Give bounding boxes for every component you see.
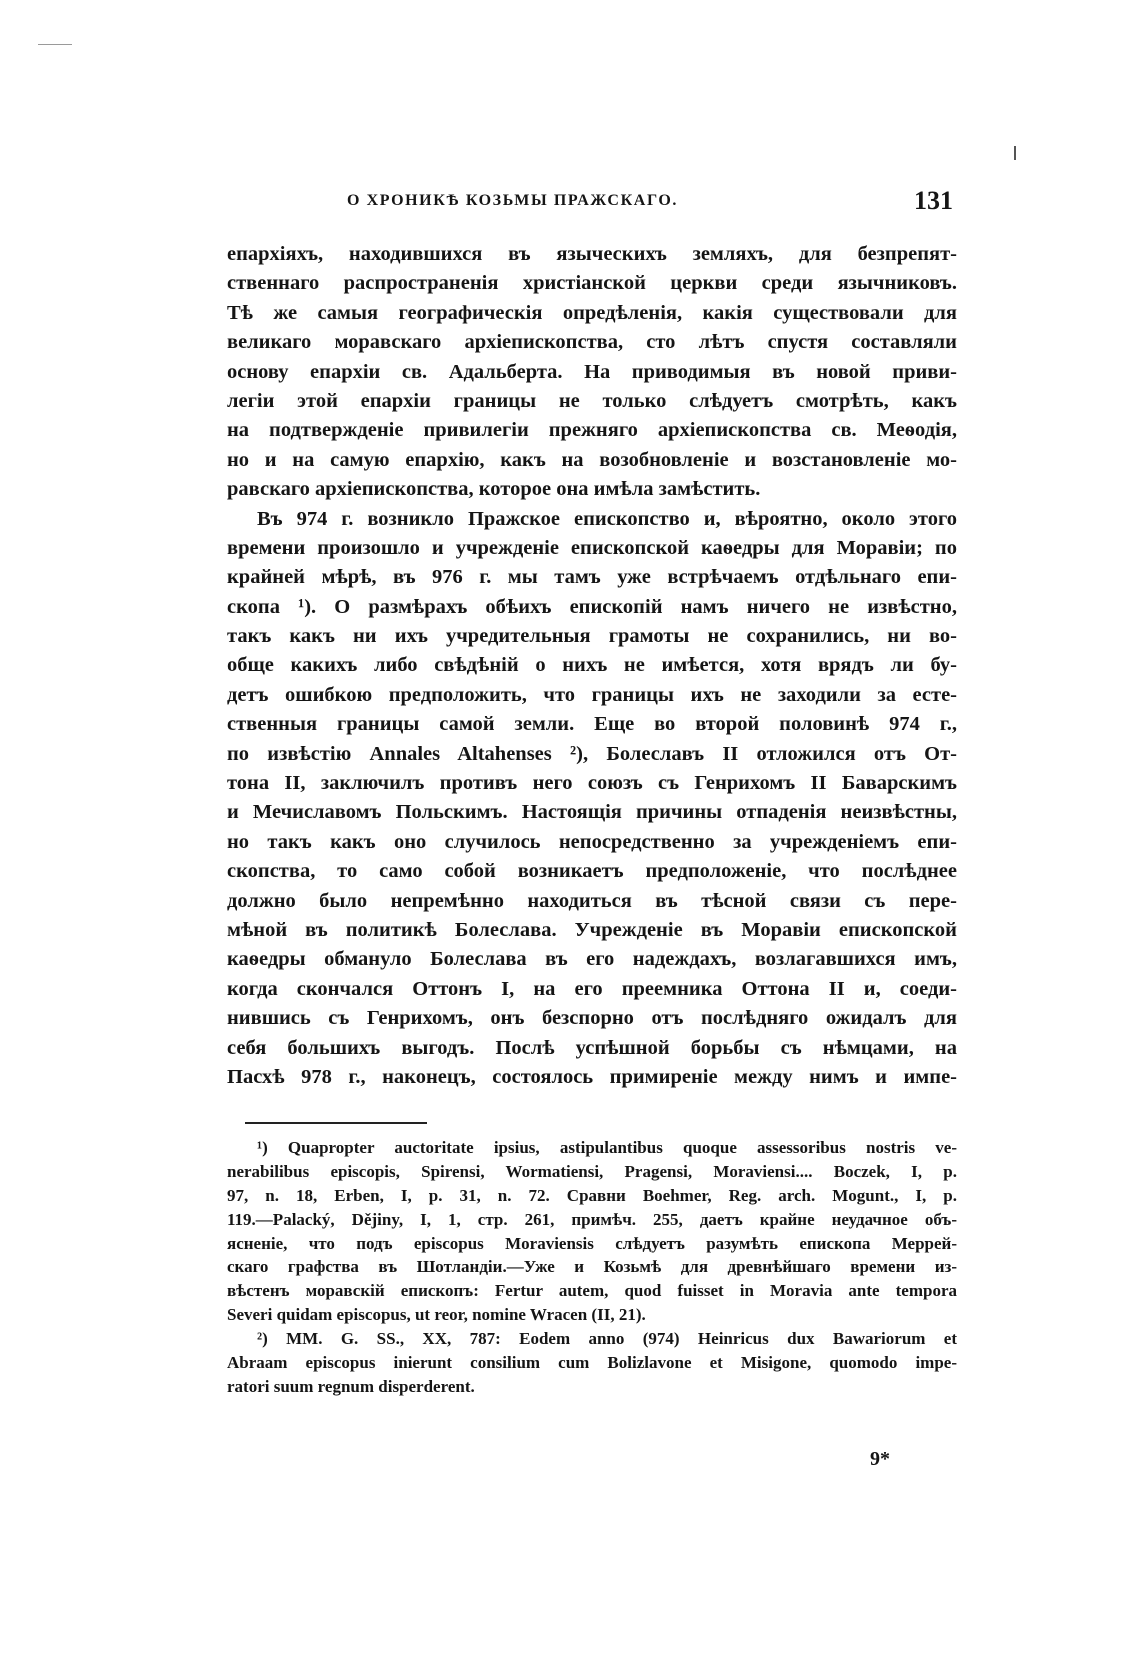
footnote-line: ясненіе, что подъ episcopus Moraviensis слѣдуетъ разумѣть епископа Меррей- [227, 1233, 957, 1253]
text-line: но и на самую епархію, какъ на возобновленіе и возстановленіе мо- [227, 448, 957, 471]
footnote-line: nerabilibus episcopis, Spirensi, Wormatiensi, Pragensi, Moraviensi.... Boczek, I, p. [227, 1161, 957, 1181]
text-line: мѣной въ политикѣ Болеслава. Учрежденіе въ Моравіи епископской [227, 918, 957, 941]
scan-corner-mark [38, 44, 72, 45]
paragraph-2 [227, 505, 957, 1093]
paragraph-1 [227, 240, 957, 505]
text-line: но такъ какъ оно случилось непосредственно за учрежденіемъ епи- [227, 830, 957, 853]
scan-edge-mark [1014, 146, 1016, 160]
footnote-line: скаго графства въ Шотландіи.—Уже и Козьмѣ для древнѣйшаго времени из- [227, 1257, 957, 1277]
footnotes [227, 1136, 957, 1399]
text-line: себя большихъ выгодъ. Послѣ успѣшной борьбы съ нѣмцами, на [227, 1036, 957, 1059]
text-line: скопа ¹). О размѣрахъ обѣихъ епископій намъ ничего не извѣстно, [227, 595, 957, 618]
footnote-line: 97, n. 18, Erben, I, p. 31, n. 72. Сравни Boehmer, Reg. arch. Mogunt., I, p. [227, 1185, 957, 1205]
text-line: и Мечиславомъ Польскимъ. Настоящія причины отпаденія неизвѣстны, [227, 801, 957, 824]
text-line: скопства, то само собой возникаетъ предположеніе, что послѣднее [227, 860, 957, 883]
printer-signature-mark: 9* [870, 1448, 890, 1470]
footnote-line: ²) MM. G. SS., XX, 787: Eodem anno (974) Heinricus dux Bawariorum et [257, 1329, 957, 1349]
text-line: Въ 974 г. возникло Пражское епископство и, вѣроятно, около этого [257, 507, 957, 530]
page-number: 131 [914, 186, 953, 215]
footnote-line: ¹) Quapropter auctoritate ipsius, astipulantibus quoque assessoribus nostris ve- [257, 1138, 957, 1157]
text-line: времени произошло и учрежденіе епископской каѳедры для Моравіи; по [227, 536, 957, 559]
text-line: основу епархіи св. Адальберта. На приводимыя въ новой приви- [227, 360, 957, 383]
text-line: должно было непремѣнно находиться въ тѣсной связи съ пере- [227, 889, 957, 912]
footnote-2 [227, 1327, 957, 1399]
text-line: обще какихъ либо свѣдѣній о нихъ не имѣется, хотя врядъ ли бу- [227, 654, 957, 677]
text-line: когда скончался Оттонъ I, на его преемника Оттона II и, соеди- [227, 977, 957, 1000]
text-line: епархіяхъ, находившихся въ языческихъ земляхъ, для безпрепят- [227, 243, 957, 265]
text-line: каѳедры обмануло Болеслава въ его надеждахъ, возлагавшихся имъ, [227, 948, 957, 971]
text-line: великаго моравскаго архіепископства, сто лѣтъ спустя составляли [227, 331, 957, 354]
text-line: детъ ошибкою предположить, что границы ихъ не заходили за есте- [227, 683, 957, 706]
footnote-line: вѣстенъ моравскій епископъ: Fertur autem, quod fuisset in Moravia ante tempora [227, 1281, 957, 1301]
page-header [227, 186, 957, 226]
text-line: ственныя границы самой земли. Еще во второй половинѣ 974 г., [227, 713, 957, 736]
text-line: Тѣ же самыя географическія опредѣленія, какія существовали для [227, 301, 957, 324]
main-text [227, 240, 957, 1092]
text-line: нившись съ Генрихомъ, онъ безспорно отъ послѣдняго ожидалъ для [227, 1007, 957, 1030]
footnote-line: 119.—Palacký, Dějiny, I, 1, стр. 261, примѣч. 255, даетъ крайне неудачное объ- [227, 1209, 957, 1229]
text-line: легіи этой епархіи границы не только слѣдуетъ смотрѣть, какъ [227, 389, 957, 412]
text-line: крайней мѣрѣ, въ 976 г. мы тамъ уже встрѣчаемъ отдѣльнаго епи- [227, 566, 957, 589]
footnote-1 [227, 1136, 957, 1327]
text-line: такъ какъ ни ихъ учредительныя грамоты не сохранились, ни во- [227, 625, 957, 648]
footnote-line: Abraam episcopus inierunt consilium cum Bolizlavone et Misigone, quomodo impe- [227, 1353, 957, 1373]
text-line: тона II, заключилъ противъ него союзъ съ Генрихомъ II Баварскимъ [227, 772, 957, 795]
text-line: на подтвержденіе привилегіи прежняго архіепископства св. Меѳодія, [227, 419, 957, 442]
running-title: О ХРОНИКѢ КОЗЬМЫ ПРАЖСКАГО. [347, 192, 678, 209]
text-line: равскаго архіепископства, которое она имѣла замѣстить. [227, 478, 761, 501]
footnote-line: Severi quidam episcopus, ut reor, nomine Wracen (II, 21). [227, 1305, 646, 1325]
text-line: Пасхѣ 978 г., наконецъ, состоялось примиреніе между нимъ и импе- [227, 1065, 957, 1088]
footnote-divider [245, 1122, 427, 1124]
footnote-line: ratori suum regnum disperderent. [227, 1376, 475, 1396]
text-line: по извѣстію Annales Altahenses ²), Болеславъ II отложился отъ От- [227, 742, 957, 765]
text-line: ственнаго распространенія христіанской церкви среди язычниковъ. [227, 272, 957, 295]
